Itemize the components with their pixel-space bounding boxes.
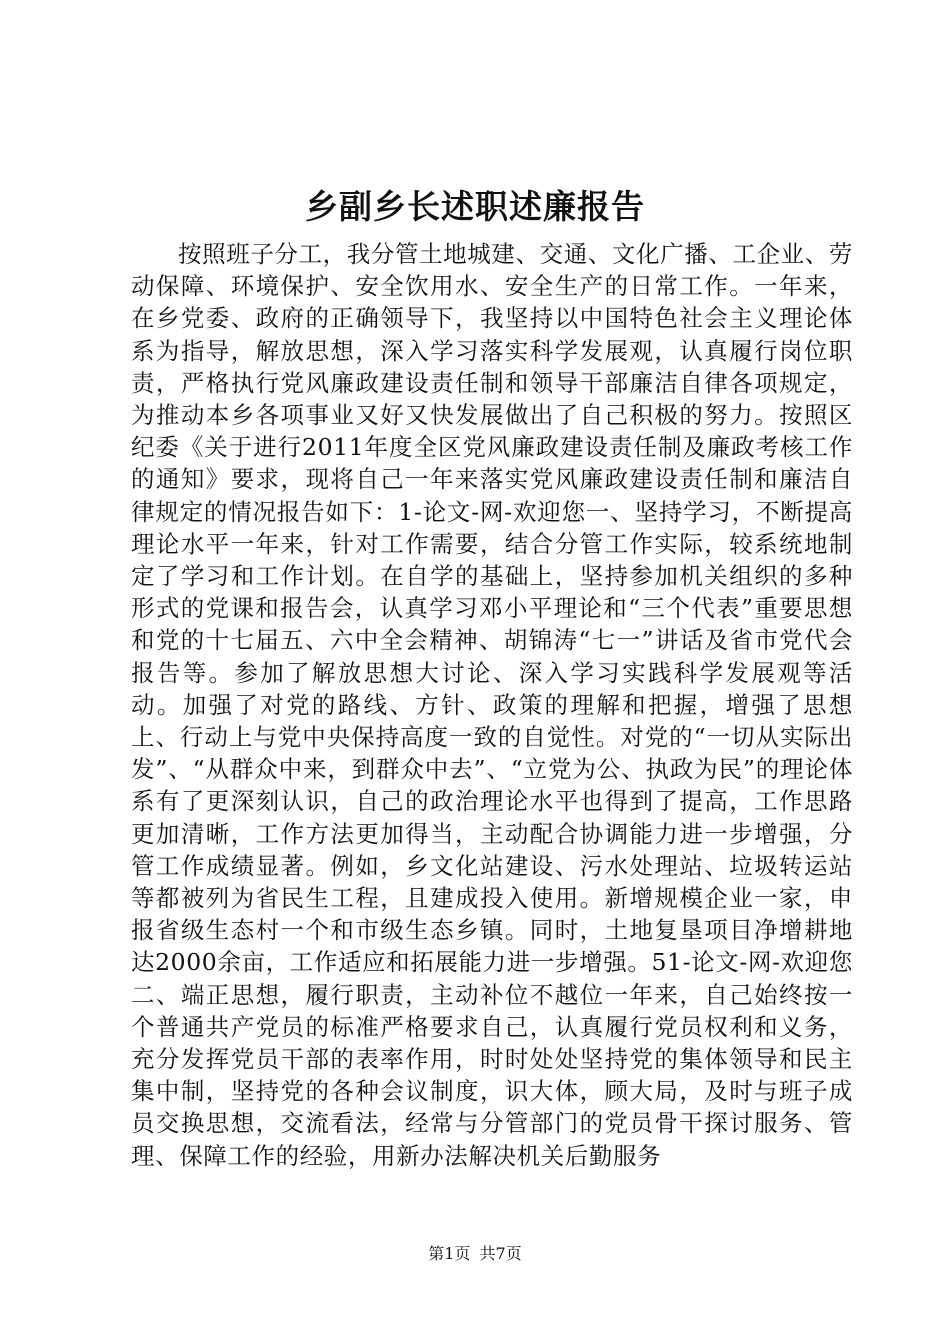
page-number: 第1页 [428, 1244, 471, 1263]
page-total: 共7页 [479, 1244, 522, 1263]
document-body: 按照班子分工，我分管土地城建、交通、文化广播、工企业、劳动保障、环境保护、安全饮用水、安全生产的日常工作。一年来，在乡党委、政府的正确领导下，我坚持以中国特色社会主义理论体系为指导，解放思想，深入学习落实科学发展观，认真履行岗位职责，严格执行党风廉政建设责任制和领导干部廉洁自律各项规定，为推动本乡各项事业又好又快发展做出了自己积极的努力。按照区纪委《关于进行2011年度全区党风廉政建设责任制及廉政考核工作的通知》要求，现将自己一年来落实党风廉政建设责任制和廉洁自律规定的情况报告如下：1-论文-网-欢迎您一、坚持学习，不断提高理论水平一年来，针对工作需要，结合分管工作实际，较系统地制定了学习和工作计划。在自学的基础上，坚持参加机关组织的多种形式的党课和报告会，认真学习邓小平理论和“三个代表”重要思想和党的十七届五、六中全会精神、胡锦涛“七一”讲话及省市党代会报告等。参加了解放思想大讨论、深入学习实践科学发展观等活动。加强了对党的路线、方针、政策的理解和把握，增强了思想上、行动上与党中央保持高度一致的自觉性。对党的“一切从实际出发”、“从群众中来，到群众中去”、“立党为公、执政为民”的理论体系有了更深刻认识，自己的政治理论水平也得到了提高，工作思路更加清晰，工作方法更加得当，主动配合协调能力进一步增强，分管工作成绩显著。例如，乡文化站建设、污水处理站、垃圾转运站等都被列为省民生工程，且建成投入使用。新增规模企业一家，申报省级生态村一个和市级生态乡镇。同时，土地复垦项目净增耕地达2000余亩，工作适应和拓展能力进一步增强。51-论文-网-欢迎您二、端正思想，履行职责，主动补位不越位一年来，自己始终按一个普通共产党员的标准严格要求自己，认真履行党员权利和义务，充分发挥党员干部的表率作用，时时处处坚持党的集体领导和民主集中制，坚持党的各种会议制度，识大体，顾大局，及时与班子成员交换思想，交流看法，经常与分管部门的党员骨干探讨服务、管理、保障工作的经验，用新办法解决机关后勤服务 [131, 240, 853, 1170]
document-title: 乡副乡长述职述廉报告 [305, 187, 645, 226]
page-footer [0, 1243, 950, 1265]
